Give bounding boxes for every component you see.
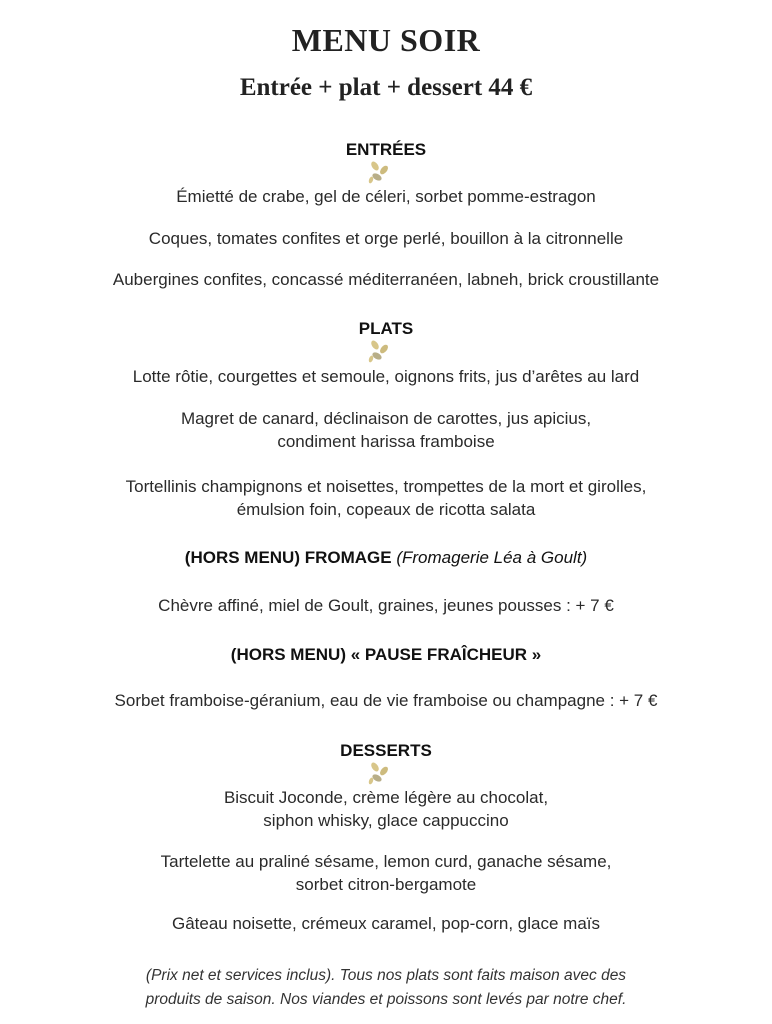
plat-item: Lotte rôtie, courgettes et semoule, oignons frits, jus d’arêtes au lard: [132, 367, 640, 386]
leaf-ornament-icon: [366, 160, 392, 184]
fromage-note: (Fromagerie Léa à Goult): [396, 548, 588, 567]
plat-item: Tortellinis champignons et noisettes, trompettes de la mort et girolles, émulsion foin, copeaux de ricotta salata: [125, 477, 647, 519]
section-heading-pause: (HORS MENU) « PAUSE FRAÎCHEUR »: [230, 645, 542, 664]
section-heading-plats: PLATS: [358, 319, 414, 338]
dessert-item: Tartelette au praliné sésame, lemon curd, ganache sésame, sorbet citron-bergamote: [160, 852, 612, 894]
section-heading-fromage: (HORS MENU) FROMAGE (Fromagerie Léa à Goult): [184, 548, 588, 567]
menu-title: MENU SOIR: [291, 22, 481, 58]
fromage-item: Chèvre affiné, miel de Goult, graines, jeunes pousses : + 7 €: [158, 596, 614, 615]
dessert-item: Gâteau noisette, crémeux caramel, pop-corn, glace maïs: [171, 914, 601, 933]
leaf-ornament-icon: [366, 761, 392, 785]
leaf-ornament-icon: [366, 339, 392, 363]
pause-item: Sorbet framboise-géranium, eau de vie framboise ou champagne : + 7 €: [114, 691, 658, 710]
plat-item: Magret de canard, déclinaison de carottes, jus apicius, condiment harissa framboise: [180, 409, 592, 451]
entree-item: Aubergines confites, concassé méditerranéen, labneh, brick croustillante: [112, 270, 660, 289]
menu-subtitle: Entrée + plat + dessert 44 €: [239, 74, 533, 101]
section-heading-desserts: DESSERTS: [340, 741, 432, 760]
dessert-item: Biscuit Joconde, crème légère au chocolat, siphon whisky, glace cappuccino: [223, 788, 549, 830]
section-heading-entrees: ENTRÉES: [345, 140, 427, 159]
entree-item: Coques, tomates confites et orge perlé, bouillon à la citronnelle: [148, 229, 624, 248]
entree-item: Émietté de crabe, gel de céleri, sorbet pomme-estragon: [176, 187, 596, 206]
footer-note: (Prix net et services inclus). Tous nos plats sont faits maison avec des produits de saison. Nos viandes et poissons sont levés par notre chef.: [145, 967, 627, 1008]
